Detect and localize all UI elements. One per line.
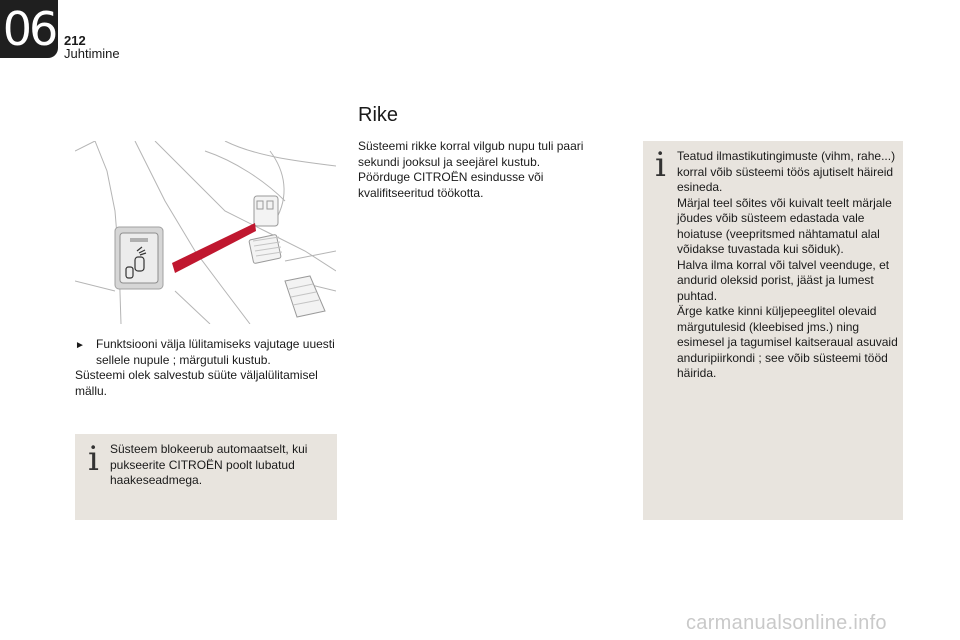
state-memory-paragraph: Süsteemi olek salvestub süüte väljalülitamisel mällu. (75, 368, 318, 398)
watermark: carmanualsonline.info (686, 612, 887, 634)
bullet-item (75, 337, 337, 368)
info-icon: i (655, 145, 666, 185)
chapter-title: Juhtimine (64, 46, 120, 61)
chapter-tab (0, 0, 58, 58)
malfunction-text: Süsteemi rikke korral vilgub nupu tuli paari sekundi jooksul ja seejärel kustub. Pöörduge CITROËN esindusse või kvalifitseeritud töökotta. (358, 139, 584, 200)
malfunction-paragraph (358, 139, 618, 201)
chapter-number: 06 (2, 2, 56, 56)
info-icon: i (88, 439, 99, 479)
page-number: 212 (64, 33, 86, 48)
weather-info-text: Teatud ilmastikutingimuste (vihm, rahe...) korral võib süsteemi töös ajutiselt häireid esineda. Märjal teel sõites või kuivalt teelt märjale jõudes võib süsteem edastada vale hoiatuse (veepritsmed nähtamatul alal võidakse tuvastada kui sõiduk). Halva ilma korral või talvel veenduge, et andurid oleksid porist, jääst ja lumest puhtad. Ärge katke kinni küljepeeglitel olevaid märgutulesid (kleebised jms.) ning esimesel ja tagumisel kaitseraual asuvaid anduripiirkondi ; see võib süsteemi tööd häirida. (677, 149, 898, 380)
bullet-arrow-icon: ► (75, 340, 85, 351)
instruction-block (75, 337, 337, 399)
section-title: Rike (358, 104, 399, 126)
dashboard-drawing (75, 141, 336, 324)
towing-info-text: Süsteem blokeerub automaatselt, kui pukseerite CITROËN poolt lubatud haakeseadmega. (110, 442, 308, 487)
bullet-text: Funktsiooni välja lülitamiseks vajutage uuesti sellele nupule ; märgutuli kustub. (96, 337, 335, 367)
dashboard-button-illustration (75, 141, 336, 324)
weather-info-box (643, 141, 903, 520)
towing-info-box (75, 434, 337, 520)
